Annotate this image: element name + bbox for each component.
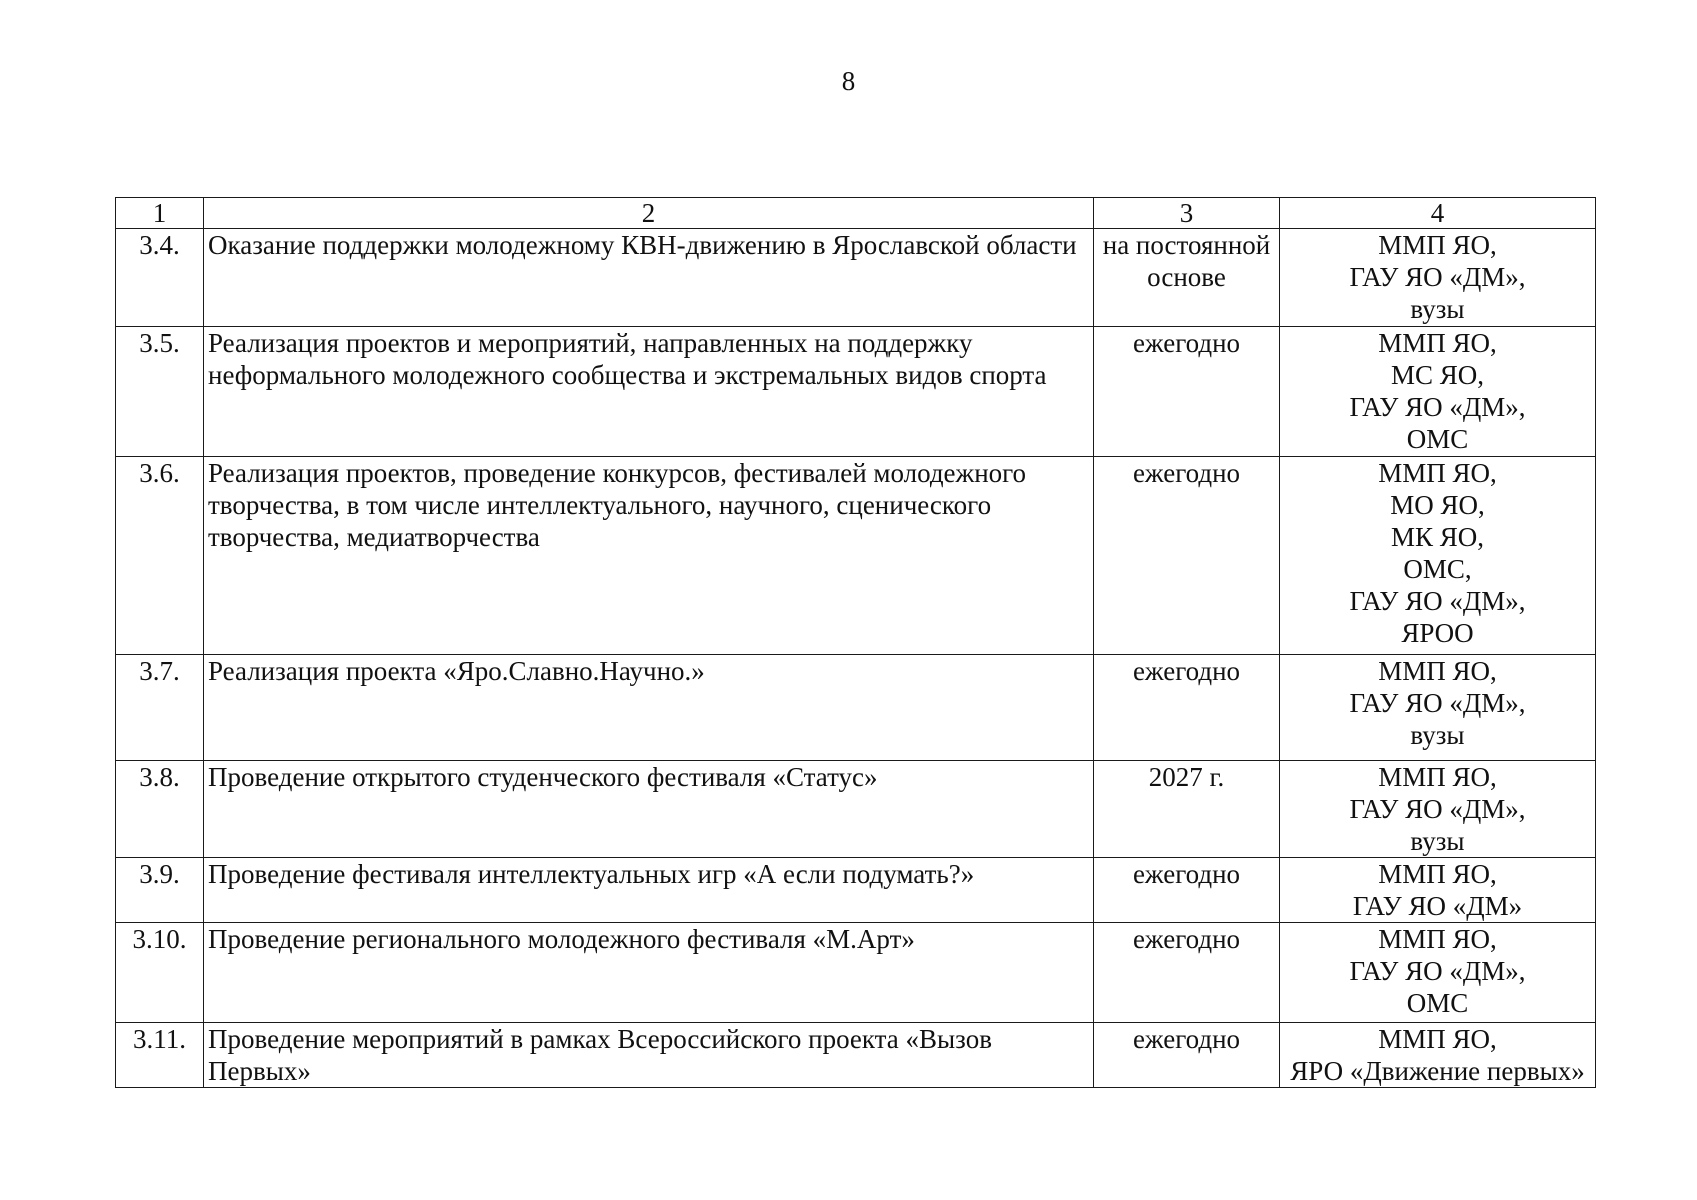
table-header-row — [116, 198, 1596, 229]
responsible-entity: вузы — [1410, 826, 1465, 856]
row-description: Реализация проекта «Яро.Славно.Научно.» — [204, 655, 1094, 761]
table-body — [116, 229, 1596, 1088]
row-responsible — [1280, 327, 1596, 457]
column-header-number: 1 — [116, 198, 204, 229]
row-term: ежегодно — [1094, 327, 1280, 457]
row-term: ежегодно — [1094, 1023, 1280, 1088]
row-responsible — [1280, 229, 1596, 327]
responsible-entity: ГАУ ЯО «ДМ», — [1349, 688, 1526, 718]
page-number: 8 — [841, 66, 856, 96]
row-responsible — [1280, 858, 1596, 923]
row-description: Проведение регионального молодежного фестиваля «М.Арт» — [204, 923, 1094, 1023]
row-description: Проведение открытого студенческого фестиваля «Статус» — [204, 761, 1094, 858]
row-term: 2027 г. — [1094, 761, 1280, 858]
row-description: Проведение мероприятий в рамках Всероссийского проекта «Вызов Первых» — [204, 1023, 1094, 1088]
responsible-entity: ГАУ ЯО «ДМ», — [1349, 262, 1526, 292]
table-row — [116, 457, 1596, 655]
row-description: Реализация проектов, проведение конкурсов, фестивалей молодежного творчества, в том числе интеллектуального, научного, сценического творчества, медиатворчества — [204, 457, 1094, 655]
row-number: 3.11. — [116, 1023, 204, 1088]
responsible-entity: ММП ЯО, — [1378, 328, 1497, 358]
responsible-entity: ММП ЯО, — [1378, 656, 1497, 686]
row-responsible — [1280, 923, 1596, 1023]
responsible-entity: ГАУ ЯО «ДМ», — [1349, 794, 1526, 824]
responsible-entity: ГАУ ЯО «ДМ», — [1349, 586, 1526, 616]
row-term: ежегодно — [1094, 457, 1280, 655]
responsible-entity: ММП ЯО, — [1378, 762, 1497, 792]
row-responsible — [1280, 655, 1596, 761]
responsible-entity: вузы — [1410, 294, 1465, 324]
responsible-entity: ОМС, — [1403, 554, 1472, 584]
row-responsible — [1280, 761, 1596, 858]
responsible-entity: вузы — [1410, 720, 1465, 750]
row-number: 3.9. — [116, 858, 204, 923]
responsible-entity: ММП ЯО, — [1378, 1024, 1497, 1054]
row-responsible — [1280, 1023, 1596, 1088]
responsible-entity: ГАУ ЯО «ДМ», — [1349, 956, 1526, 986]
column-header-responsible: 4 — [1280, 198, 1596, 229]
responsible-entity: ММП ЯО, — [1378, 458, 1497, 488]
responsible-entity: МО ЯО, — [1390, 490, 1485, 520]
row-description: Проведение фестиваля интеллектуальных игр «А если подумать?» — [204, 858, 1094, 923]
row-description: Реализация проектов и мероприятий, направленных на поддержку неформального молодежного сообщества и экстремальных видов спорта — [204, 327, 1094, 457]
table-row — [116, 858, 1596, 923]
table-row — [116, 327, 1596, 457]
responsible-entity: МС ЯО, — [1390, 360, 1485, 390]
responsible-entity: МК ЯО, — [1390, 522, 1485, 552]
responsible-entity: ЯРО «Движение первых» — [1290, 1056, 1585, 1086]
responsible-entity: ММП ЯО, — [1378, 230, 1497, 260]
responsible-entity: ГАУ ЯО «ДМ» — [1352, 891, 1523, 921]
row-number: 3.5. — [116, 327, 204, 457]
table-row — [116, 229, 1596, 327]
events-table — [115, 197, 1596, 1088]
row-term: ежегодно — [1094, 858, 1280, 923]
row-description: Оказание поддержки молодежному КВН-движению в Ярославской области — [204, 229, 1094, 327]
row-number: 3.4. — [116, 229, 204, 327]
row-number: 3.10. — [116, 923, 204, 1023]
responsible-entity: ОМС — [1406, 424, 1469, 454]
row-term: ежегодно — [1094, 923, 1280, 1023]
row-term: ежегодно — [1094, 655, 1280, 761]
row-number: 3.6. — [116, 457, 204, 655]
table-row — [116, 1023, 1596, 1088]
column-header-term: 3 — [1094, 198, 1280, 229]
row-term: на постоянной основе — [1094, 229, 1280, 327]
responsible-entity: ММП ЯО, — [1378, 859, 1497, 889]
responsible-entity: ОМС — [1406, 988, 1469, 1018]
responsible-entity: ЯРОО — [1401, 618, 1474, 648]
row-responsible — [1280, 457, 1596, 655]
table-row — [116, 655, 1596, 761]
row-number: 3.7. — [116, 655, 204, 761]
column-header-description: 2 — [204, 198, 1094, 229]
table-row — [116, 761, 1596, 858]
responsible-entity: ГАУ ЯО «ДМ», — [1349, 392, 1526, 422]
responsible-entity: ММП ЯО, — [1378, 924, 1497, 954]
table-row — [116, 923, 1596, 1023]
row-number: 3.8. — [116, 761, 204, 858]
